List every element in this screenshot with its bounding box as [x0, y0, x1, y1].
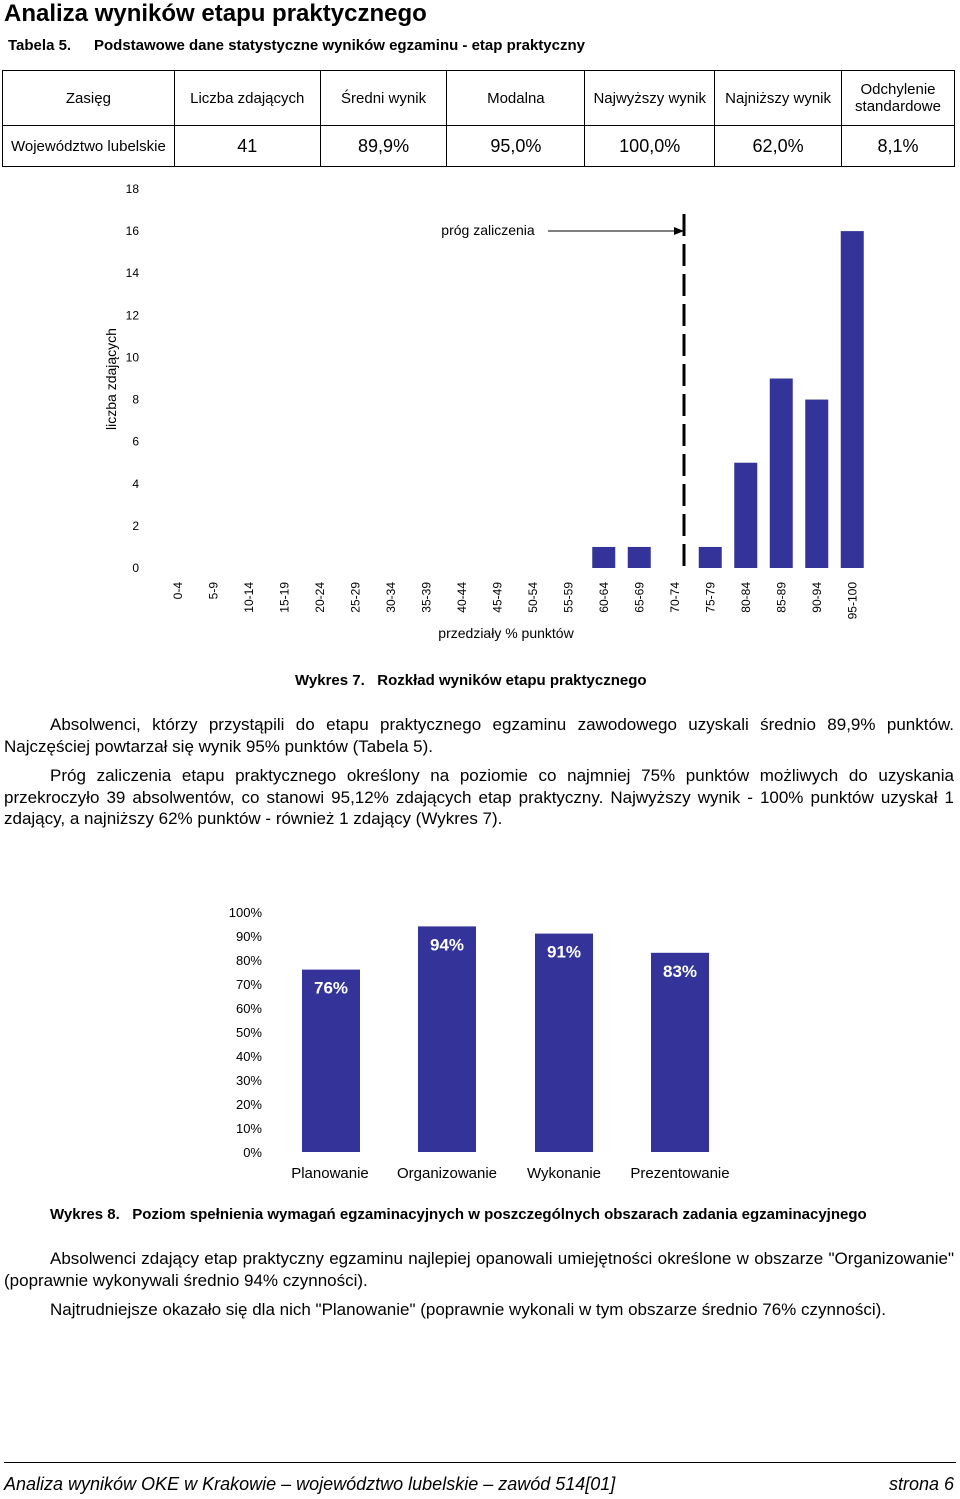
y-tick-label: 20%	[235, 1097, 262, 1112]
paragraph: Najtrudniejsze okazało się dla nich "Planowanie" (poprawnie wykonali w tym obszarze średnio 76% czynności).	[50, 1300, 887, 1319]
table-cell: 95,0%	[447, 126, 585, 167]
data-label: 76%	[313, 978, 349, 998]
table-caption-text: Podstawowe dane statystyczne wyników egzaminu - etap praktyczny	[94, 37, 585, 54]
table-cell: 8,1%	[842, 126, 955, 167]
table-header-cell: Modalna	[447, 71, 585, 126]
bar-85-89	[770, 379, 793, 569]
x-tick-label: Wykonanie	[526, 1165, 602, 1182]
x-tick-label: Prezentowanie	[630, 1165, 730, 1182]
footer-divider	[4, 1462, 956, 1463]
y-tick-label: 70%	[235, 977, 262, 992]
y-tick-label: 10%	[235, 1121, 262, 1136]
table-cell: 89,9%	[320, 126, 447, 167]
x-tick-label: 10-14	[241, 582, 256, 613]
paragraph: Próg zaliczenia etapu praktycznego określony na poziomie co najmniej 75% punktów możliwych do uzyskania przekroczyło 39 absolwentów, co stanowi 95,12% zdających etap praktyczny. Najwyższy wynik - 100% punktów uzyskał 1 zdający, a najniższy 62% punktów - również 1 zdający (Wykres 7).	[4, 766, 954, 828]
figure7-caption	[295, 672, 647, 689]
y-tick-label: 8	[132, 392, 139, 407]
bar-organizowanie	[418, 926, 476, 1152]
footer-page-number: strona 6	[888, 1474, 954, 1494]
bar-75-79	[699, 547, 722, 568]
x-axis-label: przedziały % punktów	[438, 625, 574, 641]
paragraph: Absolwenci, którzy przystąpili do etapu praktycznego egzaminu zawodowego uzyskali średnio 89,9% punktów. Najczęściej powtarzał się wynik 95% punktów (Tabela 5).	[4, 715, 954, 756]
y-tick-label: 60%	[235, 1001, 262, 1016]
x-tick-label: 90-94	[809, 582, 824, 613]
table-header-cell: Liczba zdających	[174, 71, 320, 126]
histogram-chart	[0, 172, 960, 652]
stats-table-header-row	[3, 71, 955, 126]
x-tick-label: 30-34	[383, 582, 398, 613]
bar-65-69	[628, 547, 651, 568]
y-tick-label: 0%	[243, 1145, 262, 1160]
y-tick-label: 16	[125, 224, 139, 239]
x-tick-label: 15-19	[277, 582, 292, 613]
x-tick-label: 35-39	[419, 582, 434, 613]
figure8-caption-number: Wykres 8.	[50, 1206, 120, 1223]
analysis-text-1	[4, 714, 954, 830]
y-tick-label: 40%	[235, 1049, 262, 1064]
y-tick-label: 10	[125, 350, 139, 365]
table-header-cell: Najwyższy wynik	[585, 71, 715, 126]
x-tick-label: 60-64	[596, 582, 611, 613]
table-cell: 62,0%	[715, 126, 842, 167]
x-tick-label: 85-89	[774, 582, 789, 613]
x-tick-label: 80-84	[738, 582, 753, 613]
y-tick-label: 80%	[235, 953, 262, 968]
figure8-caption-text: Poziom spełnienia wymagań egzaminacyjnych w poszczególnych obszarach zadania egzaminacyjnego	[132, 1206, 867, 1223]
bar-95-100	[841, 231, 864, 568]
stats-table-row	[3, 126, 955, 167]
y-tick-label: 18	[125, 182, 139, 196]
table-cell: 100,0%	[585, 126, 715, 167]
y-tick-label: 12	[125, 308, 139, 323]
figure7-caption-text: Rozkład wyników etapu praktycznego	[377, 672, 647, 689]
x-tick-label: 40-44	[454, 582, 469, 613]
x-tick-label: Organizowanie	[396, 1165, 498, 1182]
y-tick-label: 30%	[235, 1073, 262, 1088]
y-tick-label: 90%	[235, 929, 262, 944]
bar-60-64	[592, 547, 615, 568]
x-tick-label: 0-4	[170, 582, 185, 600]
x-tick-label: 45-49	[490, 582, 505, 613]
x-tick-label: 25-29	[348, 582, 363, 613]
x-tick-label: 75-79	[703, 582, 718, 613]
y-tick-label: 14	[125, 266, 139, 281]
table-header-cell: Najniższy wynik	[715, 71, 842, 126]
y-tick-label: 0	[132, 561, 139, 575]
table-caption-number: Tabela 5.	[8, 37, 72, 54]
bar-wykonanie	[535, 934, 593, 1152]
paragraph: Absolwenci zdający etap praktyczny egzaminu najlepiej opanowali umiejętności określone w obszarze "Organizowanie" (poprawnie wykonywali średnio 94% czynności).	[4, 1249, 954, 1290]
x-tick-label: 5-9	[206, 582, 221, 600]
data-label: 83%	[662, 961, 698, 981]
x-tick-label: 70-74	[667, 582, 682, 613]
threshold-annotation: próg zaliczenia	[441, 222, 535, 238]
table-caption	[8, 37, 585, 54]
x-tick-label: 65-69	[632, 582, 647, 613]
x-tick-label: 55-59	[561, 582, 576, 613]
figure8-caption	[50, 1206, 867, 1223]
x-tick-label: Planowanie	[291, 1165, 369, 1182]
x-tick-label: 95-100	[845, 582, 860, 620]
table-header-cell: Odchylenie standardowe	[842, 71, 955, 126]
x-tick-label: 50-54	[525, 582, 540, 613]
y-tick-label: 100%	[228, 905, 262, 920]
y-axis-label: liczba zdających	[103, 328, 119, 430]
table-header-cell: Średni wynik	[320, 71, 447, 126]
table-cell: Województwo lubelskie	[3, 126, 175, 167]
section-title: Analiza wyników etapu praktycznego	[4, 0, 427, 27]
y-tick-label: 50%	[235, 1025, 262, 1040]
y-tick-label: 2	[132, 518, 139, 533]
stats-table	[2, 70, 955, 167]
area-bar-chart	[0, 900, 960, 1190]
figure7-caption-number: Wykres 7.	[295, 672, 365, 689]
x-tick-label: 20-24	[312, 582, 327, 613]
table-header-cell: Zasięg	[3, 71, 175, 126]
table-cell: 41	[174, 126, 320, 167]
analysis-text-2	[4, 1248, 954, 1321]
data-label: 94%	[429, 935, 465, 955]
bar-80-84	[734, 463, 757, 568]
y-tick-label: 6	[132, 434, 139, 449]
data-label: 91%	[546, 942, 582, 962]
bar-90-94	[805, 400, 828, 568]
footer-left: Analiza wyników OKE w Krakowie – województwo lubelskie – zawód 514[01]	[4, 1474, 616, 1494]
y-tick-label: 4	[132, 476, 139, 491]
bar-prezentowanie	[651, 953, 709, 1152]
